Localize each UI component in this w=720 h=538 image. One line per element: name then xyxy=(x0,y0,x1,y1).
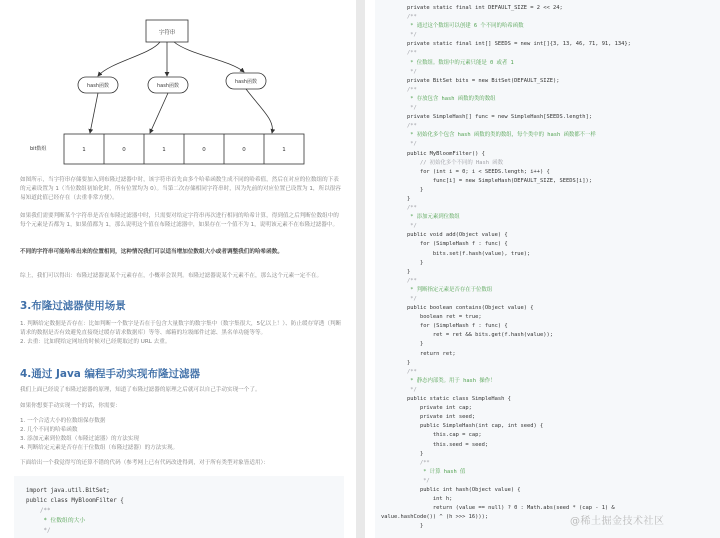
watermark: @稀土掘金技术社区 xyxy=(570,516,665,527)
list-item: 2. 去重：比如爬给定网址的时候对已经爬取过的 URL 去重。 xyxy=(20,339,171,345)
bit-cell: 1 xyxy=(282,147,286,153)
code-line: public class MyBloomFilter { xyxy=(26,498,124,504)
bit-cell: 0 xyxy=(242,147,246,153)
code-line: for (SimpleHash f : func) { xyxy=(381,323,508,330)
code-line: public static class SimpleHash { xyxy=(381,396,511,403)
heading-scenes: 3.布隆过滤器使用场景 xyxy=(20,300,126,312)
arrow-hash1-bit xyxy=(90,93,98,133)
paragraph-5: 我们上面已经说了布隆过滤器的原理，知道了布隆过滤器的原理之后就可以自己手动实现一个了。 xyxy=(20,387,261,393)
bit-array xyxy=(64,134,304,164)
scenes-list xyxy=(20,320,342,347)
code-line: private BitSet bits = new BitSet(DEFAULT_SIZE); xyxy=(381,77,560,84)
code-line: } xyxy=(381,359,411,366)
code-line: */ xyxy=(381,105,417,112)
right-page xyxy=(365,0,720,538)
code-line: * 计算 hash 值 xyxy=(381,468,466,475)
code-line: /** xyxy=(381,459,430,466)
code-line: } xyxy=(381,186,424,193)
arrow-to-hash1 xyxy=(98,42,160,76)
bit-cell: 1 xyxy=(162,147,166,153)
code-line: private int seed; xyxy=(381,414,476,421)
code-line: private SimpleHash[] func = new SimpleHash[SEEDS.length]; xyxy=(381,114,592,121)
code-line: func[i] = new SimpleHash(DEFAULT_SIZE, SEEDS[i]); xyxy=(381,177,592,184)
code-line: /** xyxy=(381,123,417,130)
code-line: return ret; xyxy=(381,350,456,357)
code-line: * 初始化多个包含 hash 函数的类的数组，每个类中的 hash 函数都不一样 xyxy=(381,132,596,139)
code-line: * 位数组的大小 xyxy=(26,518,86,524)
list-item: 1. 一个合适大小的位数组保存数据 xyxy=(20,418,106,424)
code-line: value.hashCode()) ^ (h >>> 16))); xyxy=(381,514,489,521)
code-line: */ xyxy=(381,141,417,148)
code-line: /** xyxy=(381,14,417,21)
code-line: */ xyxy=(381,68,417,75)
left-page xyxy=(0,0,356,538)
heading-implementation: 4.通过 Java 编程手动实现布隆过滤器 xyxy=(20,368,201,380)
code-line: } xyxy=(381,523,424,530)
code-line: public void add(Object value) { xyxy=(381,232,508,239)
code-line: } xyxy=(381,341,424,348)
list-item: 3. 添加元素到位数组（布隆过滤器）的方法实现 xyxy=(20,436,139,442)
code-line: public int hash(Object value) { xyxy=(381,486,521,493)
arrow-hash2-bit xyxy=(150,93,168,133)
code-line: * 通过这个数组可以创建 6 个不同的哈希函数 xyxy=(381,23,524,30)
code-line: */ xyxy=(381,477,430,484)
list-item: 4. 判断给定元素是否存在于位数组（布隆过滤器）的方法实现。 xyxy=(20,445,179,451)
code-line: this.cap = cap; xyxy=(381,432,482,439)
code-line: } xyxy=(381,195,411,202)
bit-cell: 0 xyxy=(122,147,126,153)
code-line: /** xyxy=(381,368,417,375)
paragraph-2: 如果我们需要判断某个字符串是否在布隆过滤器中时，只需要对给定字符串再次进行相同的哈希计算，得到值之后判断位数组中的每个元素是否都为 1，如果值都为 1，那么说明这个值在布隆过滤器中，如果存在一个值不为 1，说明该元素不在布隆过滤器中。 xyxy=(20,213,339,228)
code-line: private static final int[] SEEDS = new int[]{3, 13, 46, 71, 91, 134}; xyxy=(381,41,631,48)
code-lines-left xyxy=(14,476,344,536)
code-line: public boolean contains(Object value) { xyxy=(381,305,534,312)
code-line: private int cap; xyxy=(381,405,472,412)
bit-cell: 0 xyxy=(202,147,206,153)
list-item: 1. 判断给定数据是否存在：比如判断一个数字是否在于包含大量数字的数字集中（数字集很大，5亿以上！）、防止缓存穿透（判断请求的数据是否有效避免直接绕过缓存请求数据库）等等、邮箱的垃圾邮件过滤、黑名单功能等等。 xyxy=(20,321,342,336)
code-line: * 判断指定元素是否存在于位数组 xyxy=(381,286,493,293)
root-string-label: 字符串 xyxy=(158,30,176,36)
bit-cell: 1 xyxy=(82,147,86,153)
code-block-left xyxy=(14,476,344,538)
bit-array-label: bit数组 xyxy=(30,146,47,152)
hash-function-3-label: hash函数 xyxy=(234,79,258,85)
arrow-to-hash3 xyxy=(174,42,244,72)
code-line: /** xyxy=(381,205,417,212)
code-line: ret = ret && bits.get(f.hash(value)); xyxy=(381,332,554,339)
paragraph-6: 如果你想要手动实现一个的话，你需要： xyxy=(20,403,121,409)
code-line: private static final int DEFAULT_SIZE = 2 << 24; xyxy=(381,5,563,11)
steps-list xyxy=(20,417,342,453)
code-line: } xyxy=(381,450,424,457)
code-lines-right xyxy=(375,0,720,531)
code-line: * 存放包含 hash 函数的类的数组 xyxy=(381,95,496,102)
code-block-right xyxy=(375,0,720,538)
code-line: */ xyxy=(381,386,417,393)
code-line: for (SimpleHash f : func) { xyxy=(381,241,508,248)
bloom-filter-diagram xyxy=(0,0,356,185)
code-line: */ xyxy=(26,528,51,534)
code-line: import java.util.BitSet; xyxy=(26,488,110,494)
paragraph-4: 综上，我们可以得出：布隆过滤器说某个元素存在，小概率会误判。布隆过滤器说某个元素不在，那么这个元素一定不在。 xyxy=(20,273,323,279)
code-line: bits.set(f.hash(value), true); xyxy=(381,250,531,257)
code-line: return (value == null) ? 0 : Math.abs(seed * (cap - 1) & xyxy=(381,505,615,512)
code-line: public MyBloomFilter() { xyxy=(381,150,485,157)
code-line: * 静态内部类。用于 hash 操作！ xyxy=(381,377,496,384)
code-line: } xyxy=(381,259,424,266)
code-line: /** xyxy=(381,277,417,284)
code-line: */ xyxy=(381,223,417,230)
arrow-hash3-bit xyxy=(246,89,272,133)
code-line: */ xyxy=(381,296,417,302)
code-line: } xyxy=(381,268,411,275)
paragraph-7: 下面给出一个我觉得写的还算不错的代码（参考网上已有代码改进得到，对于所有类型对象皆适用）： xyxy=(20,460,269,466)
code-line: boolean ret = true; xyxy=(381,314,482,321)
code-line: /** xyxy=(381,86,417,93)
code-line: for (int i = 0; i < SEEDS.length; i++) { xyxy=(381,168,550,175)
code-line: * 位数组。数组中的元素只能是 0 或者 1 xyxy=(381,59,514,66)
code-line: this.seed = seed; xyxy=(381,441,489,448)
hash-function-1-label: hash函数 xyxy=(86,83,110,89)
code-line: * 添加元素到位数组 xyxy=(381,214,460,221)
code-line: // 初始化多个不同的 Hash 函数 xyxy=(381,159,504,166)
code-line: public SimpleHash(int cap, int seed) { xyxy=(381,423,544,430)
code-line: /** xyxy=(381,50,417,57)
paragraph-1: 如图所示，当字符串存储要加入到布隆过滤器中时，该字符串首先由多个哈希函数生成不同的哈希值，然后在对应的位数组的下表的元素设置为 1（当位数组初始化时，所有位置均为 0）。当第二次存储相同字符串时，因为先前的对应位置已设置为 1，所以很容易知道此值已经存在（去重非常方便）。 xyxy=(20,177,341,201)
hash-function-2-label: hash函数 xyxy=(156,83,180,89)
code-line: /** xyxy=(26,508,51,514)
list-item: 2. 几个不同的哈希函数 xyxy=(20,427,78,433)
code-line: */ xyxy=(381,32,417,39)
code-line: int h; xyxy=(381,496,453,503)
paragraph-3: 不同的字符串可能哈希出来的位置相同，这种情况我们可以适当增加位数组大小或者调整我们的哈希函数。 xyxy=(20,249,283,255)
